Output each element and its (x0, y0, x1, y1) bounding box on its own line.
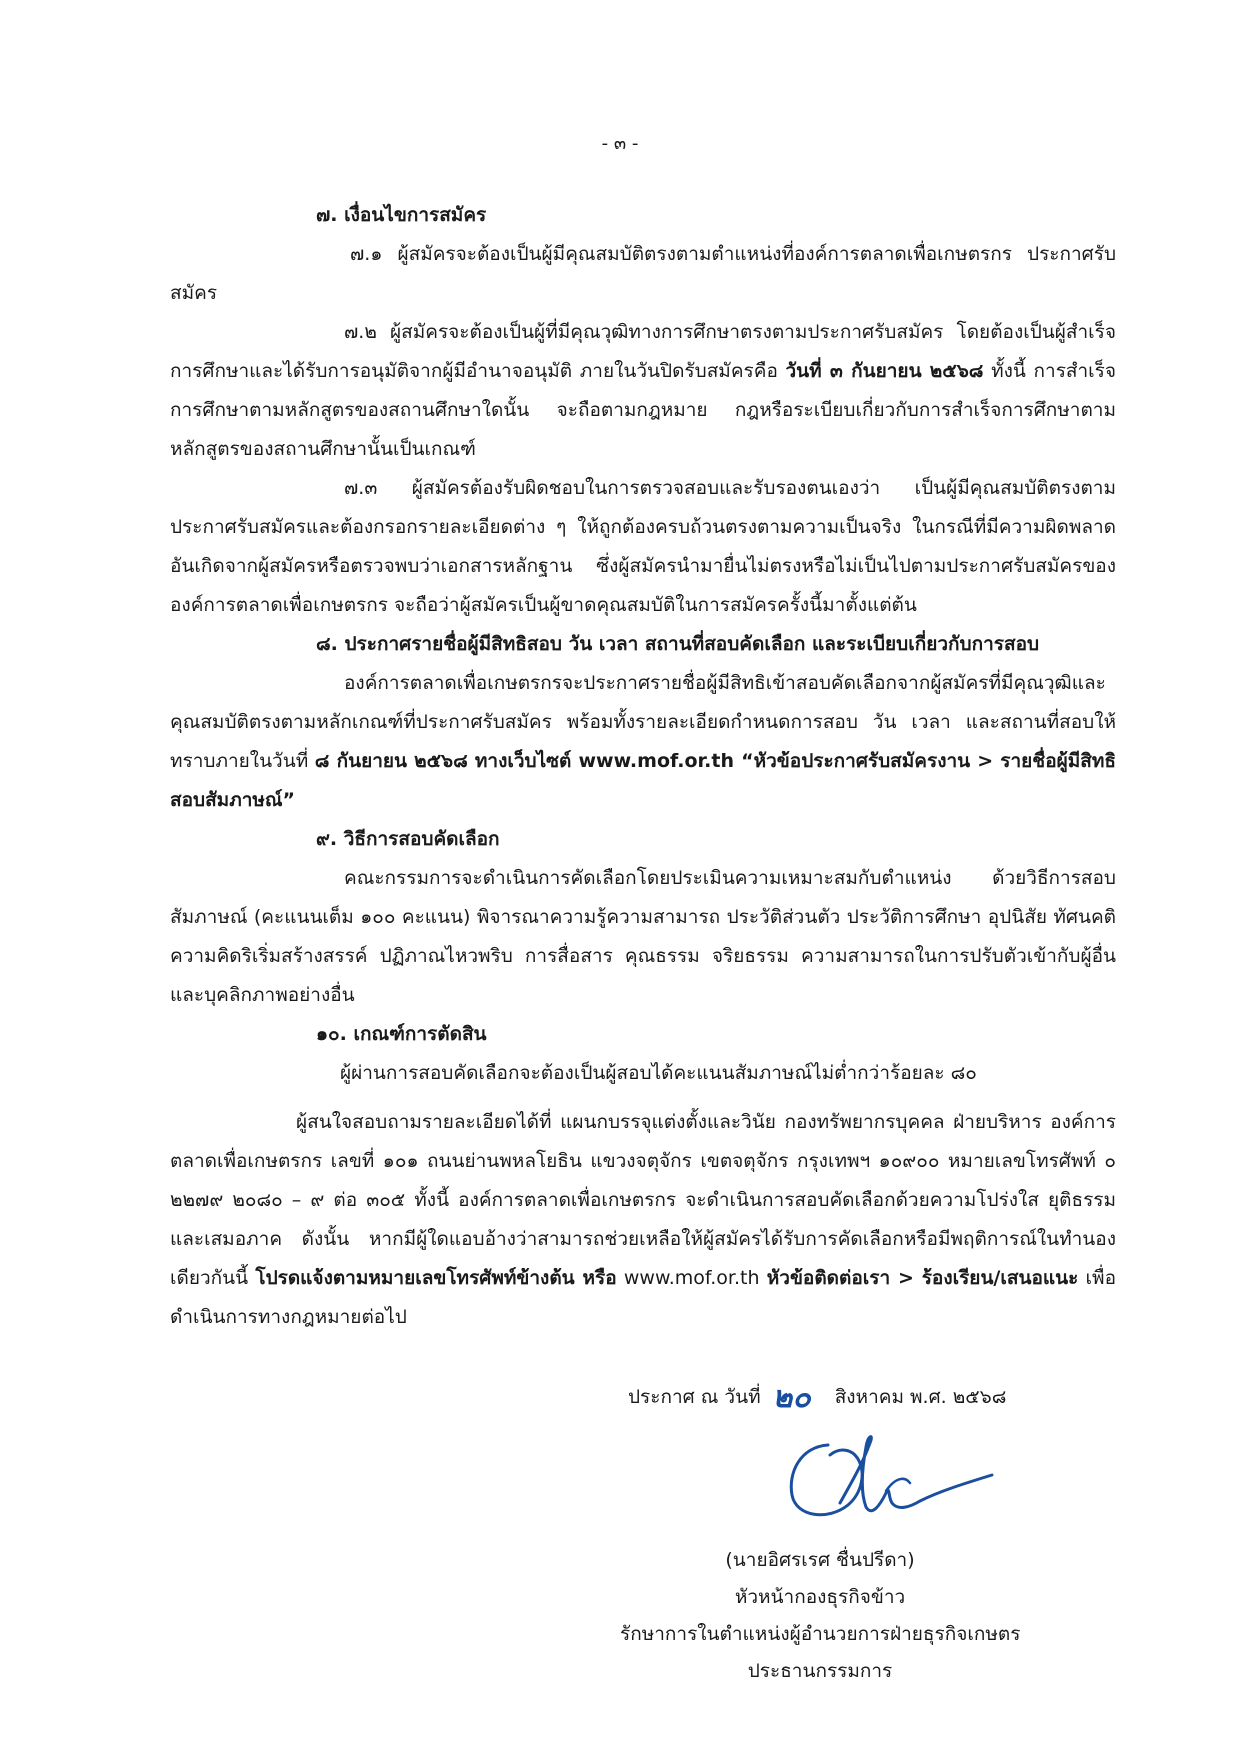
contact-text: ผู้สนใจสอบถามรายละเอียดได้ที่ แผนกบรรจุแต่งตั้งและวินัย กองทรัพยากรบุคคล ฝ่ายบริหาร องค์การตลาดเพื่อเกษตรกร เลขที่ ๑๐๑ ถนนย่านพหลโยธิน แขวงจตุจักร เขตจตุจักร กรุงเทพฯ ๑๐๙๐๐ หมายเลขโทรศัพท์ ๐ ๒๒๗๙ ๒๐๘๐ – ๙ ต่อ ๓๐๕ ทั้งนี้ องค์การตลาดเพื่อเกษตรกร จะดำเนินการสอบคัดเลือกด้วยความโปร่งใส ยุติธรรมและเสมอภาค ดังนั้น หากมีผู้ใดแอบอ้างว่าสามารถช่วยเหลือให้ผู้สมัครได้รับการคัดเลือกหรือมีพฤติการณ์ในทำนองเดียวกันนี้ (170, 1111, 1116, 1289)
signer-position-3: ประธานกรรมการ (747, 1660, 893, 1682)
announcement-date (628, 1378, 1128, 1417)
section-7-2-text-rest: ทั้งนี้ การสำเร็จการศึกษาตามหลักสูตรของสถานศึกษาใดนั้น จะถือตามกฎหมาย กฎหรือระเบียบเกี่ยวกับการสำเร็จการศึกษาตามหลักสูตรของสถานศึกษานั้นเป็นเกณฑ์ (170, 360, 1116, 460)
section-8-date-website: ๘ กันยายน ๒๕๖๘ ทางเว็บไซต์ www.mof.or.th “หัวข้อประกาศรับสมัครงาน > รายชื่อผู้มีสิทธิสอบสัมภาษณ์” (170, 750, 1116, 811)
section-10-heading: ๑๐. เกณฑ์การตัดสิน (316, 1023, 487, 1045)
signer-block (620, 1542, 1020, 1690)
announcement-day-handwritten: ๒๐ (772, 1380, 811, 1415)
section-7-2-deadline: วันที่ ๓ กันยายน ๒๕๖๘ (785, 360, 984, 382)
announcement-month-year: สิงหาคม พ.ศ. ๒๕๖๘ (834, 1386, 1007, 1408)
contact-website: www.mof.or.th (616, 1267, 767, 1289)
contact-complaint-path: หัวข้อติดต่อเรา > ร้องเรียน/เสนอแนะ (766, 1267, 1079, 1289)
signer-position-2: รักษาการในตำแหน่งผู้อำนวยการฝ่ายธุรกิจเกษตร (620, 1623, 1021, 1645)
contact-paragraph (170, 1103, 1116, 1337)
section-7-2 (170, 313, 1116, 469)
section-9-heading: ๙. วิธีการสอบคัดเลือก (316, 828, 500, 850)
section-8-body (170, 664, 1116, 820)
section-8-heading: ๘. ประกาศรายชื่อผู้มีสิทธิสอบ วัน เวลา สถานที่สอบคัดเลือก และระเบียบเกี่ยวกับการสอบ (316, 633, 1040, 655)
document-body (170, 196, 1116, 1337)
signature-image (770, 1425, 1000, 1525)
signer-position-1: หัวหน้ากองธุรกิจข้าว (734, 1586, 906, 1608)
section-7-3: ๗.๓ ผู้สมัครต้องรับผิดชอบในการตรวจสอบและรับรองตนเองว่า เป็นผู้มีคุณสมบัติตรงตามประกาศรับสมัครและต้องกรอกรายละเอียดต่าง ๆ ให้ถูกต้องครบถ้วนตรงตามความเป็นจริง ในกรณีที่มีความผิดพลาดอันเกิดจากผู้สมัครหรือตรวจพบว่าเอกสารหลักฐาน ซึ่งผู้สมัครนำมายื่นไม่ตรงหรือไม่เป็นไปตามประกาศรับสมัครขององค์การตลาดเพื่อเกษตรกร จะถือว่าผู้สมัครเป็นผู้ขาดคุณสมบัติในการสมัครครั้งนี้มาตั้งแต่ต้น (170, 477, 1116, 616)
section-8-text: องค์การตลาดเพื่อเกษตรกรจะประกาศรายชื่อผู้มีสิทธิเข้าสอบคัดเลือกจากผู้สมัครที่มีคุณวุฒิและคุณสมบัติตรงตามหลักเกณฑ์ที่ประกาศรับสมัคร พร้อมทั้งรายละเอียดกำหนดการสอบ วัน เวลา และสถานที่สอบให้ทราบภายในวันที่ (170, 672, 1116, 772)
announcement-prefix: ประกาศ ณ วันที่ (628, 1386, 761, 1408)
signer-name: (นายอิศรเรศ ชื่นปรีดา) (725, 1549, 915, 1571)
section-7-2-text: ๗.๒ ผู้สมัครจะต้องเป็นผู้ที่มีคุณวุฒิทางการศึกษาตรงตามประกาศรับสมัคร โดยต้องเป็นผู้สำเร็จการศึกษาและได้รับการอนุมัติจากผู้มีอำนาจอนุมัติ ภายในวันปิดรับสมัครคือ (170, 321, 1116, 382)
contact-text-end: เพื่อดำเนินการทางกฎหมายต่อไป (170, 1267, 1116, 1328)
page-number: - ๓ - (601, 133, 639, 154)
contact-phone-note: โปรดแจ้งตามหมายเลขโทรศัพท์ข้างต้น หรือ (255, 1267, 617, 1289)
section-7-1: ๗.๑ ผู้สมัครจะต้องเป็นผู้มีคุณสมบัติตรงตามตำแหน่งที่องค์การตลาดเพื่อเกษตรกร ประกาศรับสมัคร (170, 243, 1116, 304)
section-7-heading: ๗. เงื่อนไขการสมัคร (316, 204, 487, 226)
section-10-body: ผู้ผ่านการสอบคัดเลือกจะต้องเป็นผู้สอบได้คะแนนสัมภาษณ์ไม่ต่ำกว่าร้อยละ ๘๐ (340, 1062, 977, 1084)
section-9-body: คณะกรรมการจะดำเนินการคัดเลือกโดยประเมินความเหมาะสมกับตำแหน่ง ด้วยวิธีการสอบสัมภาษณ์ (คะแนนเต็ม ๑๐๐ คะแนน) พิจารณาความรู้ความสามารถ ประวัติส่วนตัว ประวัติการศึกษา อุปนิสัย ทัศนคติ ความคิดริเริ่มสร้างสรรค์ ปฏิภาณไหวพริบ การสื่อสาร คุณธรรม จริยธรรม ความสามารถในการปรับตัวเข้ากับผู้อื่น และบุคลิกภาพอย่างอื่น (170, 867, 1116, 1006)
